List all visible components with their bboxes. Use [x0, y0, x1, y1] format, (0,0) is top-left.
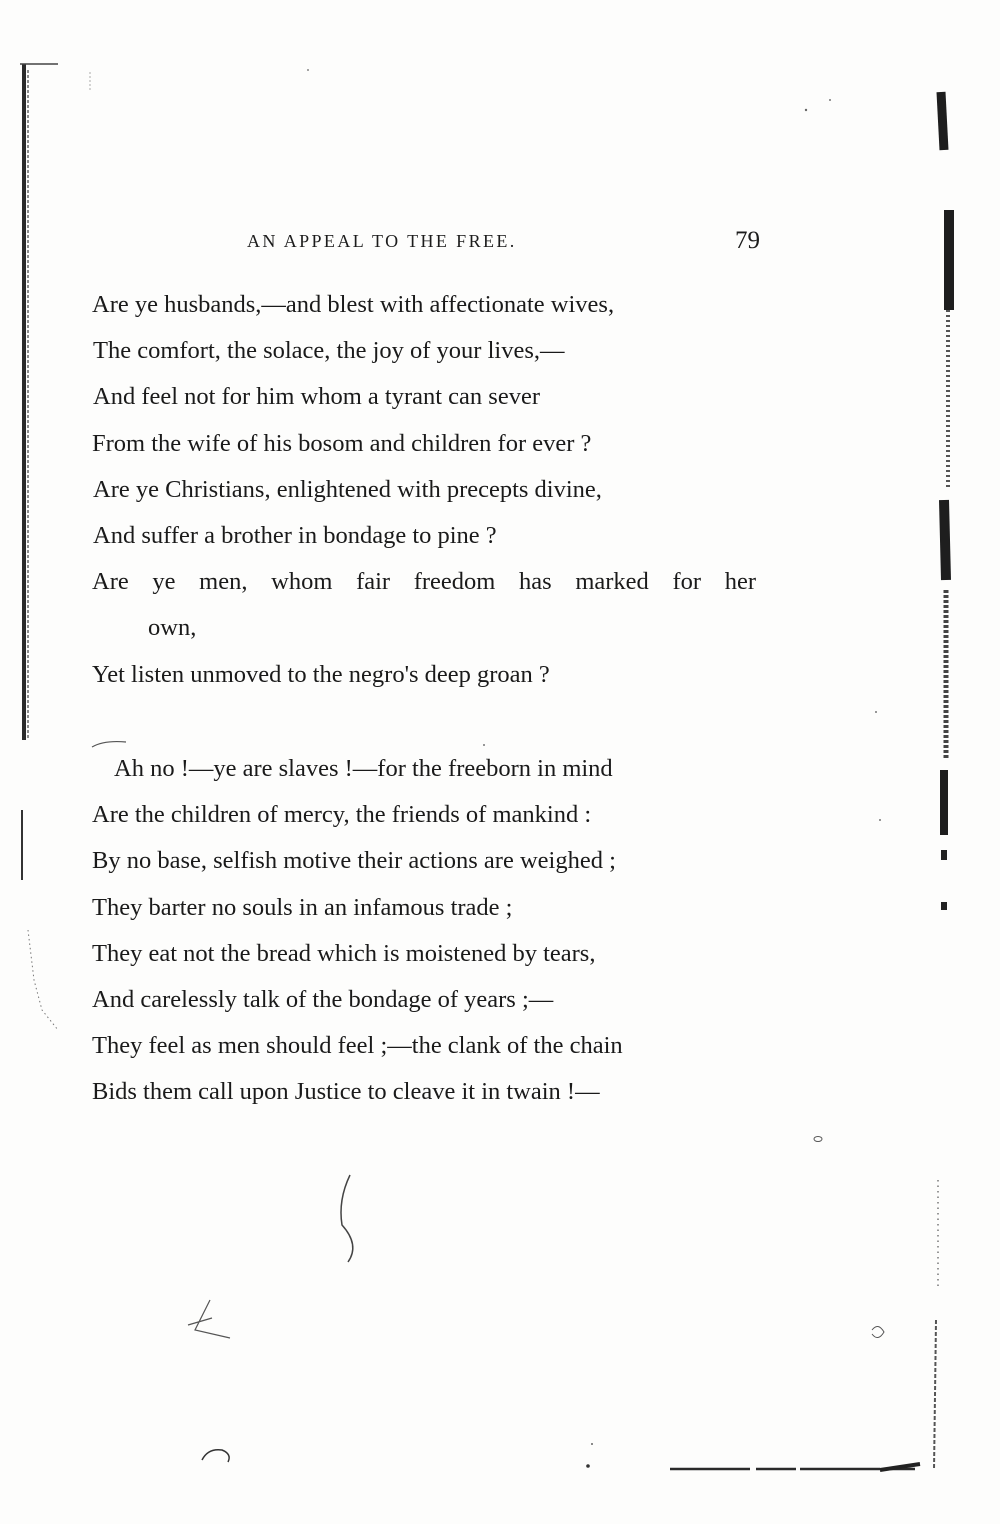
verse-line: They barter no souls in an infamous trade ;	[92, 893, 513, 921]
pencil-hook	[202, 1450, 229, 1462]
verse-line: Yet listen unmoved to the negro's deep groan ?	[92, 660, 550, 688]
right-edge-segment-1	[941, 92, 944, 150]
verse-line: They feel as men should feel ;—the clank of the chain	[92, 1032, 623, 1060]
verse-line: Bids them call upon Justice to cleave it in twain !—	[92, 1078, 600, 1106]
stanza-2	[90, 746, 770, 1116]
dust-2	[591, 1443, 593, 1445]
verse-line: Are ye Christians, enlightened with precepts divine,	[93, 475, 602, 503]
dust-3	[805, 109, 807, 111]
right-edge-blot-1	[941, 850, 947, 860]
pencil-scribble	[188, 1300, 230, 1338]
dust-5	[879, 819, 881, 821]
running-title: AN APPEAL TO THE FREE.	[247, 231, 517, 251]
right-edge-segment-3	[944, 500, 946, 580]
pencil-curve	[341, 1175, 353, 1262]
verse-line: Ah no !—ye are slaves !—for the freeborn in mind	[114, 755, 613, 782]
verse-line: Are the children of mercy, the friends of mankind :	[92, 801, 592, 829]
stray-ring	[814, 1137, 822, 1142]
page-number: 79	[735, 227, 760, 254]
verse-line: Are ye men, whom fair freedom has marked for her	[92, 568, 756, 596]
dust-4	[829, 99, 831, 101]
verse-line: And feel not for him whom a tyrant can sever	[93, 383, 540, 411]
verse-line: From the wife of his bosom and children for ever ?	[92, 429, 592, 457]
verse-line: Are ye husbands,—and blest with affectionate wives,	[92, 291, 615, 318]
verse-line-turnover: own,	[148, 614, 197, 642]
stray-ornament	[872, 1326, 884, 1337]
right-edge-blot-2	[941, 902, 947, 910]
verse-line: And suffer a brother in bondage to pine ?	[93, 521, 497, 549]
running-head	[240, 227, 760, 257]
verse-line: They eat not the bread which is moistened by tears,	[92, 939, 596, 967]
dust-1	[586, 1464, 590, 1468]
left-speckle-trail	[28, 930, 58, 1030]
stanza-1	[90, 282, 770, 698]
right-edge-bottom	[934, 1320, 936, 1470]
verse-line: The comfort, the solace, the joy of your lives,—	[93, 337, 565, 365]
dust-6	[875, 711, 877, 713]
dust-8	[307, 69, 309, 71]
verse-line: And carelessly talk of the bondage of years ;—	[92, 985, 554, 1013]
verse-line: By no base, selfish motive their actions are weighed ;	[92, 847, 616, 875]
